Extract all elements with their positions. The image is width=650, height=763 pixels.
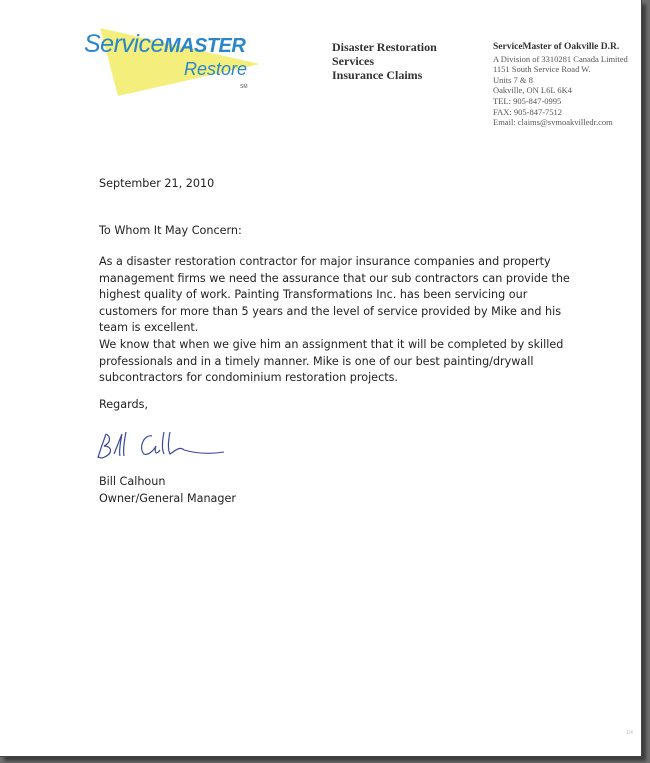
address-line: 1151 South Service Road W.: [493, 64, 591, 75]
body-paragraph: As a disaster restoration contractor for major insurance companies and property management firms we need the assurance that our sub contractors can provide the highest quality of work. Painting Transformations Inc. has been servicing our customers for more than 5 years and the level of service provided by Mike and his team is excellent.: [99, 255, 570, 335]
fax-line: FAX: 905-847-7512: [493, 106, 563, 117]
address-line: Oakville, ON L6L 6K4: [493, 85, 573, 96]
address-line: Units 7 & 8: [493, 74, 533, 85]
logo-sub: Restore: [184, 59, 248, 79]
letter-date: September 21, 2010: [99, 177, 215, 190]
body-paragraph: We know that when we give him an assignment that it will be completed by skilled professionals and in a timely manner. Mike is one of our best painting/drywall subcontractors for condominium restoration projects.: [99, 337, 564, 385]
address-line: A Division of 3310281 Canada Limited: [493, 53, 628, 64]
email-line: Email: claims@svmoakvilledr.com: [493, 117, 613, 128]
letter-body: [99, 254, 574, 387]
phone-line: TEL: 905-847-0995: [493, 95, 562, 106]
logo-mark: SM: [240, 84, 248, 90]
signer-name: Bill Calhoun: [99, 475, 166, 488]
services-list: [332, 40, 437, 82]
closing: Regards,: [99, 398, 148, 411]
service-line: Disaster Restoration: [332, 40, 437, 54]
page-mark: 1/4: [626, 730, 633, 736]
service-line: Insurance Claims: [332, 68, 423, 82]
logo-brand-caps: MASTER: [163, 35, 246, 57]
signer-title: Owner/General Manager: [99, 492, 236, 505]
salutation: To Whom It May Concern:: [99, 224, 242, 237]
company-address-block: [493, 42, 628, 128]
signature-icon: [90, 428, 230, 468]
handwritten-signature: [90, 428, 230, 473]
servicemaster-restore-logo: [78, 24, 268, 102]
logo-brand-script: Service: [84, 30, 164, 58]
service-line: Services: [332, 54, 374, 68]
company-name: ServiceMaster of Oakville D.R.: [493, 42, 620, 52]
